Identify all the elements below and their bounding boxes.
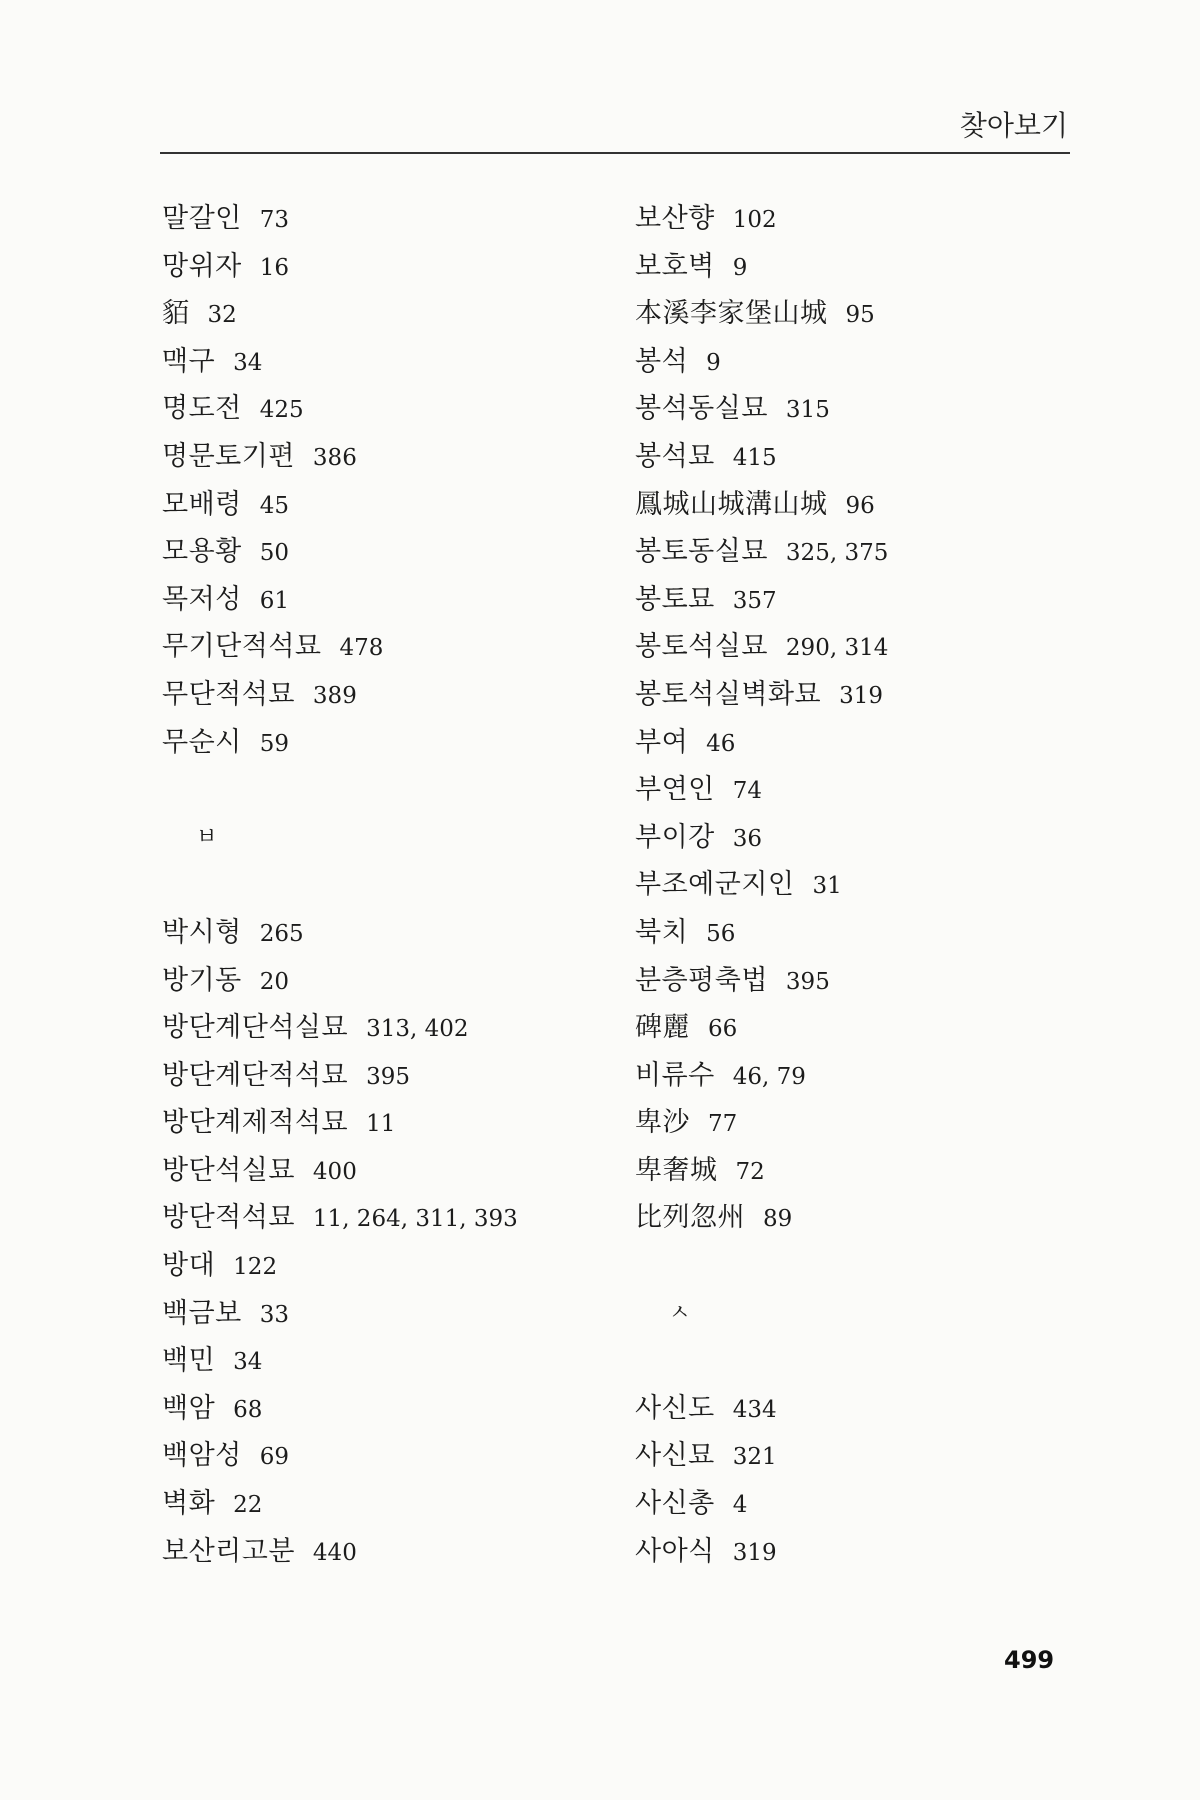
index-page-refs: 95 (845, 302, 875, 329)
index-term: 비류수 (635, 1059, 715, 1091)
index-entry (162, 719, 602, 767)
index-entry (162, 1099, 602, 1147)
index-term: 방단석실묘 (162, 1154, 295, 1186)
index-page-refs: 425 (259, 397, 304, 424)
index-entry (162, 195, 602, 243)
index-entry (162, 1004, 602, 1052)
index-term: 봉석 (635, 345, 689, 377)
index-term: 무순시 (162, 726, 242, 758)
index-page-refs: 56 (706, 920, 736, 947)
index-term: 부여 (635, 726, 689, 758)
index-entry (162, 481, 602, 529)
index-entry (162, 290, 602, 338)
index-entry (162, 243, 602, 291)
index-page-refs: 9 (706, 349, 721, 376)
index-entry (635, 1099, 1075, 1147)
index-entry (162, 1480, 602, 1528)
index-page-refs: 33 (259, 1301, 290, 1328)
blank-spacer (635, 1242, 1075, 1290)
index-entry (635, 909, 1075, 957)
index-page-refs: 20 (259, 968, 290, 995)
index-term: 봉토석실묘 (635, 631, 768, 663)
index-page-refs: 265 (259, 920, 304, 947)
index-entry (635, 576, 1075, 624)
index-entry (635, 1432, 1075, 1480)
page-header (0, 0, 1200, 160)
index-page-refs: 434 (732, 1396, 777, 1423)
index-entry (162, 623, 602, 671)
index-page-refs: 415 (732, 444, 777, 471)
index-page-refs: 68 (233, 1396, 263, 1423)
index-entry (635, 1052, 1075, 1100)
index-term: 本溪李家堡山城 (635, 298, 828, 330)
index-entry (635, 1147, 1075, 1195)
section-heading (162, 814, 602, 862)
index-term: 부이강 (635, 821, 715, 853)
index-term: 명문토기편 (162, 440, 295, 472)
index-page-refs: 22 (233, 1492, 263, 1519)
index-page-refs: 66 (708, 1016, 738, 1043)
index-entry (162, 1337, 602, 1385)
index-term: 맥구 (162, 345, 216, 377)
index-page-refs: 395 (366, 1063, 410, 1090)
index-entry (162, 1147, 602, 1195)
index-term: 鳳城山城溝山城 (635, 488, 828, 520)
blank-spacer (162, 766, 602, 814)
index-entry (635, 719, 1075, 767)
index-term: 봉토석실벽화묘 (635, 678, 822, 710)
index-term: 박시형 (162, 916, 242, 948)
index-entry (162, 1385, 602, 1433)
index-term: 사아식 (635, 1535, 715, 1567)
index-entry (162, 1432, 602, 1480)
index-page-refs: 11, 264, 311, 393 (312, 1206, 518, 1233)
index-page-refs: 315 (785, 397, 830, 424)
index-page-refs: 59 (259, 730, 290, 757)
index-entry (635, 1194, 1075, 1242)
index-page-refs: 32 (207, 302, 237, 329)
index-term: 모배령 (162, 488, 242, 520)
index-entry (162, 1528, 602, 1576)
index-term: 방기동 (162, 964, 242, 996)
index-page-refs: 325, 375 (785, 540, 889, 567)
index-term: 사신총 (635, 1488, 715, 1520)
index-page-refs: 440 (312, 1539, 357, 1566)
index-page-refs: 319 (839, 682, 883, 709)
index-entry (162, 957, 602, 1005)
index-page-refs: 73 (259, 207, 290, 233)
index-page-refs: 89 (763, 1206, 793, 1233)
index-term: 목저성 (162, 583, 242, 615)
index-page-refs: 102 (732, 207, 777, 233)
index-page-refs: 50 (259, 540, 290, 567)
index-term: 방단계단적석묘 (162, 1059, 349, 1091)
index-term: 사신도 (635, 1392, 715, 1424)
index-entry (635, 1385, 1075, 1433)
index-entry (635, 623, 1075, 671)
index-entry (162, 433, 602, 481)
index-page-refs: 46 (706, 730, 736, 757)
index-page-refs: 31 (812, 873, 842, 900)
index-page-refs: 11 (366, 1111, 396, 1138)
section-letter: ㅅ (669, 1300, 691, 1326)
index-page-refs: 122 (233, 1254, 278, 1281)
index-page-refs: 34 (233, 349, 263, 376)
index-entry (635, 1480, 1075, 1528)
index-entry (635, 528, 1075, 576)
index-page-refs: 386 (312, 444, 357, 471)
index-term: 방단계제적석묘 (162, 1107, 349, 1139)
index-page-refs: 321 (732, 1444, 777, 1471)
index-term: 碑麗 (635, 1012, 690, 1044)
index-term: 모용황 (162, 536, 242, 568)
index-page-refs: 61 (259, 587, 290, 614)
index-term: 卑沙 (635, 1107, 690, 1139)
index-entry (162, 1242, 602, 1290)
index-term: 부조예군지인 (635, 869, 795, 901)
index-term: 무단적석묘 (162, 678, 295, 710)
index-column-left (162, 195, 602, 1575)
index-term: 보산향 (635, 203, 715, 234)
index-entry (162, 338, 602, 386)
index-term: 比列忽州 (635, 1202, 745, 1234)
header-rule (160, 152, 1070, 154)
index-page-refs: 319 (732, 1539, 777, 1566)
index-term: 卑奢城 (635, 1154, 718, 1186)
index-term: 망위자 (162, 250, 242, 282)
index-page-refs: 313, 402 (366, 1016, 469, 1043)
index-page-refs: 389 (312, 682, 357, 709)
index-term: 방단계단석실묘 (162, 1012, 349, 1044)
index-term: 분층평축법 (635, 964, 768, 996)
index-entry (635, 814, 1075, 862)
index-page-refs: 36 (732, 825, 763, 852)
index-term: 봉토동실묘 (635, 536, 768, 568)
index-column-right (635, 195, 1075, 1575)
index-page-refs: 357 (732, 587, 777, 614)
blank-spacer (635, 1337, 1075, 1385)
index-term: 봉석동실묘 (635, 393, 768, 425)
index-term: 말갈인 (162, 203, 242, 234)
index-term: 貊 (162, 298, 190, 330)
index-page-refs: 400 (312, 1158, 357, 1185)
index-entry (162, 576, 602, 624)
blank-spacer (162, 861, 602, 909)
index-page-refs: 9 (732, 254, 748, 281)
index-entry (635, 1004, 1075, 1052)
index-entry (162, 671, 602, 719)
index-page-refs: 290, 314 (785, 635, 889, 662)
index-entry (635, 243, 1075, 291)
index-page-refs: 34 (233, 1349, 263, 1376)
index-entry (635, 766, 1075, 814)
index-term: 방단적석묘 (162, 1202, 295, 1234)
index-entry (162, 528, 602, 576)
section-letter: ㅂ (196, 824, 218, 850)
index-term: 벽화 (162, 1488, 216, 1520)
index-page-refs: 4 (732, 1492, 748, 1519)
index-term: 백금보 (162, 1297, 242, 1329)
index-page-refs: 77 (708, 1111, 738, 1138)
index-term: 북치 (635, 916, 689, 948)
index-term: 백암 (162, 1392, 216, 1424)
index-term: 사신묘 (635, 1440, 715, 1472)
index-term: 방대 (162, 1250, 216, 1282)
index-term: 봉석묘 (635, 440, 715, 472)
index-entry (162, 385, 602, 433)
index-term: 무기단적석묘 (162, 631, 322, 663)
index-entry (635, 957, 1075, 1005)
index-entry (635, 861, 1075, 909)
running-header-title: 찾아보기 (959, 109, 1068, 142)
index-page-refs: 16 (259, 254, 290, 281)
index-page-refs: 69 (259, 1444, 290, 1471)
index-term: 보산리고분 (162, 1535, 295, 1567)
section-heading (635, 1290, 1075, 1338)
index-entry (635, 338, 1075, 386)
index-term: 보호벽 (635, 250, 715, 282)
index-page-refs: 96 (845, 492, 875, 519)
index-term: 명도전 (162, 393, 242, 425)
index-page-refs: 45 (259, 492, 290, 519)
index-entry (635, 385, 1075, 433)
index-entry (635, 433, 1075, 481)
index-page-refs: 72 (735, 1158, 765, 1185)
index-entry (162, 909, 602, 957)
index-page-refs: 478 (339, 635, 384, 662)
page-number: 499 (1004, 1646, 1055, 1674)
index-entry (635, 671, 1075, 719)
index-page-refs: 46, 79 (732, 1063, 806, 1090)
index-term: 부연인 (635, 774, 715, 806)
index-entry (162, 1290, 602, 1338)
index-entry (635, 1528, 1075, 1576)
index-term: 백암성 (162, 1440, 242, 1472)
index-page-refs: 74 (732, 778, 763, 805)
index-entry (635, 290, 1075, 338)
index-page-refs: 395 (785, 968, 830, 995)
index-entry (635, 481, 1075, 529)
index-term: 백민 (162, 1345, 216, 1377)
index-entry (162, 1194, 602, 1242)
index-entry (635, 195, 1075, 243)
index-entry (162, 1052, 602, 1100)
index-term: 봉토묘 (635, 583, 715, 615)
